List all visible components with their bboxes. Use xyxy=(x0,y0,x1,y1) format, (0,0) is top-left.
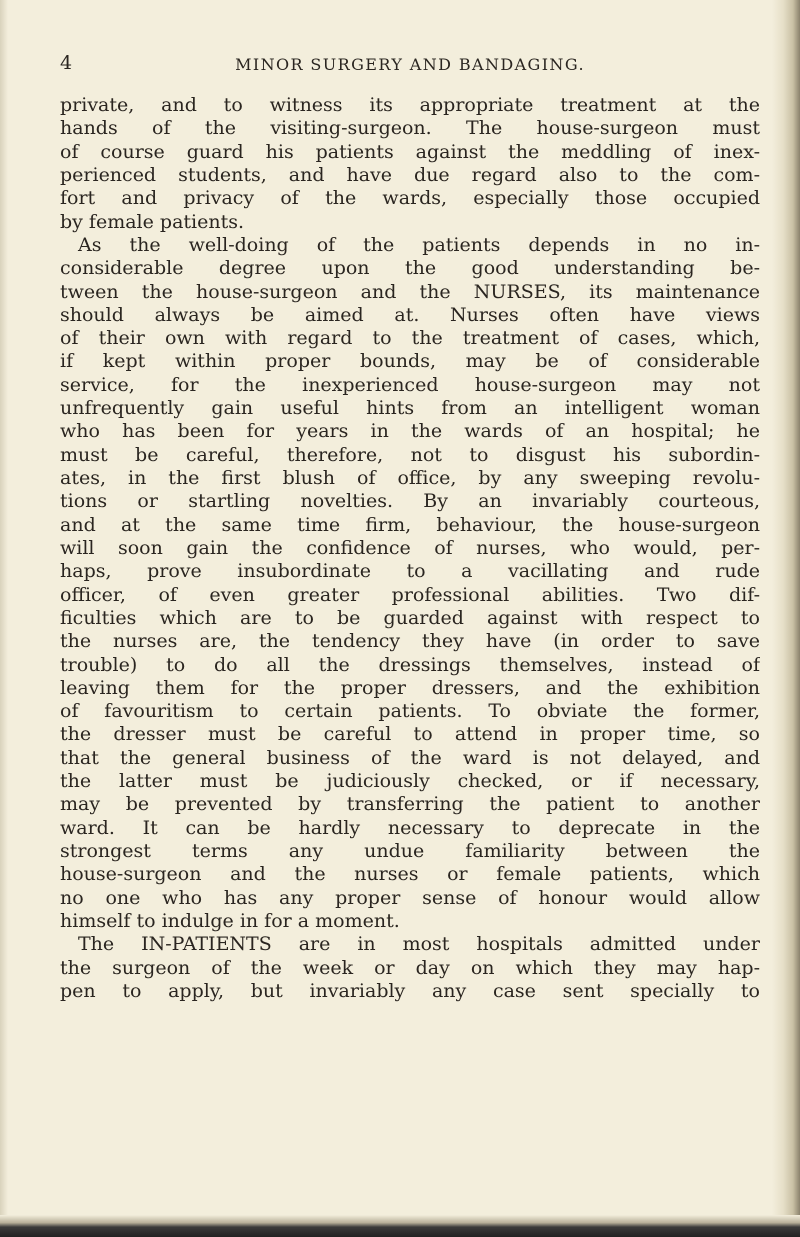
text-line: of favouritism to certain patients. To obviate the former, xyxy=(60,700,760,723)
text-line: haps, prove insubordinate to a vacillating and rude xyxy=(60,560,760,583)
text-line: the surgeon of the week or day on which they may hap- xyxy=(60,956,760,979)
text-line: if kept within proper bounds, may be of considerable xyxy=(60,350,760,373)
text-line: leaving them for the proper dressers, and the exhibition xyxy=(60,676,760,699)
text-line: considerable degree upon the good understanding be- xyxy=(60,257,760,280)
text-line: fort and privacy of the wards, especially those occupied xyxy=(60,187,760,210)
text-line: pen to apply, but invariably any case sent specially to xyxy=(60,979,760,1002)
text-line: no one who has any proper sense of honour would allow xyxy=(60,886,760,909)
text-line: private, and to witness its appropriate treatment at the xyxy=(60,94,760,116)
text-line: house-surgeon and the nurses or female patients, which xyxy=(60,863,760,886)
text-line: hands of the visiting-surgeon. The house-surgeon must xyxy=(60,117,760,140)
text-line: by female patients. xyxy=(60,210,245,233)
text-line: The IN-PATIENTS are in most hospitals admitted under xyxy=(78,933,760,956)
text-line: himself to indulge in for a moment. xyxy=(60,909,400,932)
page-right-edge xyxy=(772,0,800,1237)
text-line: unfrequently gain useful hints from an intelligent woman xyxy=(60,397,760,420)
running-head: MINOR SURGERY AND BANDAGING. xyxy=(235,55,585,74)
text-line: must be careful, therefore, not to disgust his subordin- xyxy=(60,443,760,466)
page-header xyxy=(60,52,760,78)
text-line: tions or startling novelties. By an invariably courteous, xyxy=(60,490,760,513)
text-line: that the general business of the ward is not delayed, and xyxy=(60,746,760,769)
page-bottom-edge xyxy=(0,1215,800,1237)
text-line: service, for the inexperienced house-surgeon may not xyxy=(60,373,760,396)
text-line: the nurses are, the tendency they have (in order to save xyxy=(60,630,760,653)
text-line: ates, in the first blush of office, by any sweeping revolu- xyxy=(60,467,760,489)
text-line: tween the house-surgeon and the NURSES, its maintenance xyxy=(60,280,760,303)
text-line: ficulties which are to be guarded against with respect to xyxy=(60,606,760,629)
page-left-shadow xyxy=(0,0,8,1237)
text-line: officer, of even greater professional abilities. Two dif- xyxy=(60,583,760,606)
body-text xyxy=(60,94,760,1003)
text-line: may be prevented by transferring the patient to another xyxy=(60,793,760,816)
text-line: who has been for years in the wards of an hospital; he xyxy=(60,420,760,443)
text-line: perienced students, and have due regard also to the com- xyxy=(60,163,760,186)
text-line: of their own with regard to the treatment of cases, which, xyxy=(60,327,760,350)
text-line: As the well-doing of the patients depends in no in- xyxy=(78,233,760,256)
text-line: trouble) to do all the dressings themselves, instead of xyxy=(60,653,760,676)
text-line: strongest terms any undue familiarity between the xyxy=(60,840,760,862)
text-line: should always be aimed at. Nurses often have views xyxy=(60,303,760,326)
text-line: ward. It can be hardly necessary to deprecate in the xyxy=(60,816,760,839)
page-number: 4 xyxy=(60,52,73,74)
text-line: and at the same time firm, behaviour, the house-surgeon xyxy=(60,513,760,536)
text-line: the dresser must be careful to attend in proper time, so xyxy=(60,723,760,746)
text-line: of course guard his patients against the meddling of inex- xyxy=(60,140,760,163)
text-line: the latter must be judiciously checked, or if necessary, xyxy=(60,770,760,793)
text-line: will soon gain the confidence of nurses, who would, per- xyxy=(60,536,760,559)
